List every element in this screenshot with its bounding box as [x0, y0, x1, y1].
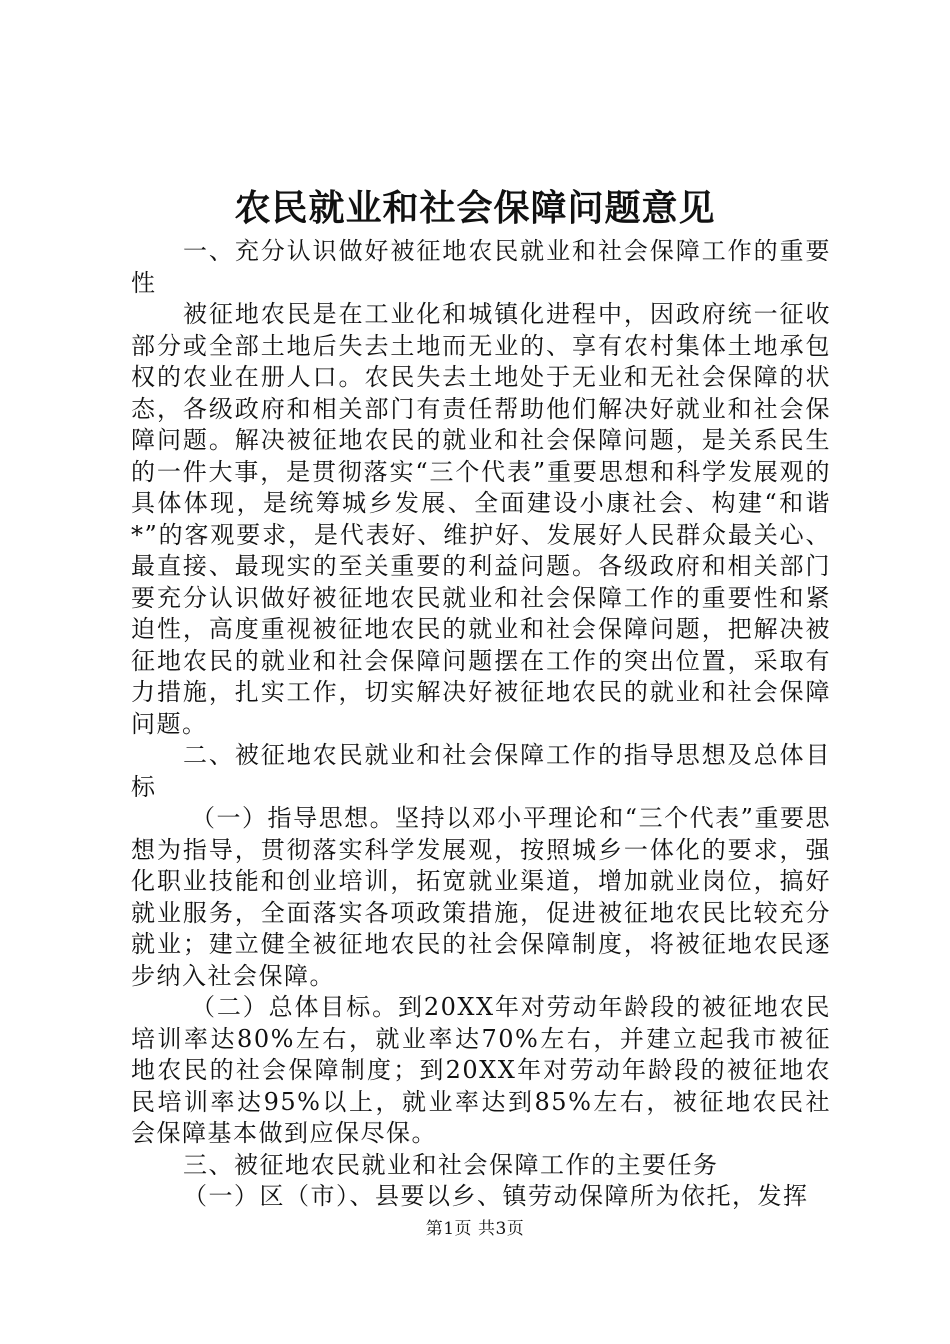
paragraph-task-1: （一）区（市）、县要以乡、镇劳动保障所为依托，发挥: [183, 1182, 809, 1210]
paragraph-overall-goal: （二）总体目标。到20XX年对劳动年龄段的被征地农民培训率达80%左右，就业率达70%左右，并建立起我市被征地农民的社会保障制度；到20XX年对劳动年龄段的被征地农民培训率达95%以上，就业率达到85%左右，被征地农民社会保障基本做到应保尽保。: [131, 993, 831, 1147]
paragraph-guiding-ideology: （一）指导思想。坚持以邓小平理论和“三个代表”重要思想为指导，贯彻落实科学发展观，按照城乡一体化的要求，强化职业技能和创业培训，拓宽就业渠道，增加就业岗位，搞好就业服务，全面落实各项政策措施，促进被征地农民比较充分就业；建立健全被征地农民的社会保障制度，将被征地农民逐步纳入社会保障。: [131, 804, 831, 990]
document-body: [131, 236, 831, 1213]
section-heading-2: 二、被征地农民就业和社会保障工作的指导思想及总体目标: [131, 741, 831, 801]
document-title: 农民就业和社会保障问题意见: [234, 187, 716, 229]
section-heading-3: 三、被征地农民就业和社会保障工作的主要任务: [183, 1150, 719, 1179]
paragraph-1: 被征地农民是在工业化和城镇化进程中，因政府统一征收部分或全部土地后失去土地而无业的、享有农村集体土地承包权的农业在册人口。农民失去土地处于无业和无社会保障的状态，各级政府和相关部门有责任帮助他们解决好就业和社会保障问题。解决被征地农民的就业和社会保障问题，是关系民生的一件大事，是贯彻落实“三个代表”重要思想和科学发展观的具体体现，是统筹城乡发展、全面建设小康社会、构建“和谐*”的客观要求，是代表好、维护好、发展好人民群众最关心、最直接、最现实的至关重要的利益问题。各级政府和相关部门要充分认识做好被征地农民就业和社会保障工作的重要性和紧迫性，高度重视被征地农民的就业和社会保障问题，把解决被征地农民的就业和社会保障问题摆在工作的突出位置，采取有力措施，扎实工作，切实解决好被征地农民的就业和社会保障问题。: [131, 300, 831, 738]
section-heading-1: 一、充分认识做好被征地农民就业和社会保障工作的重要性: [131, 237, 831, 297]
page-footer: 第1页 共3页: [425, 1219, 525, 1239]
